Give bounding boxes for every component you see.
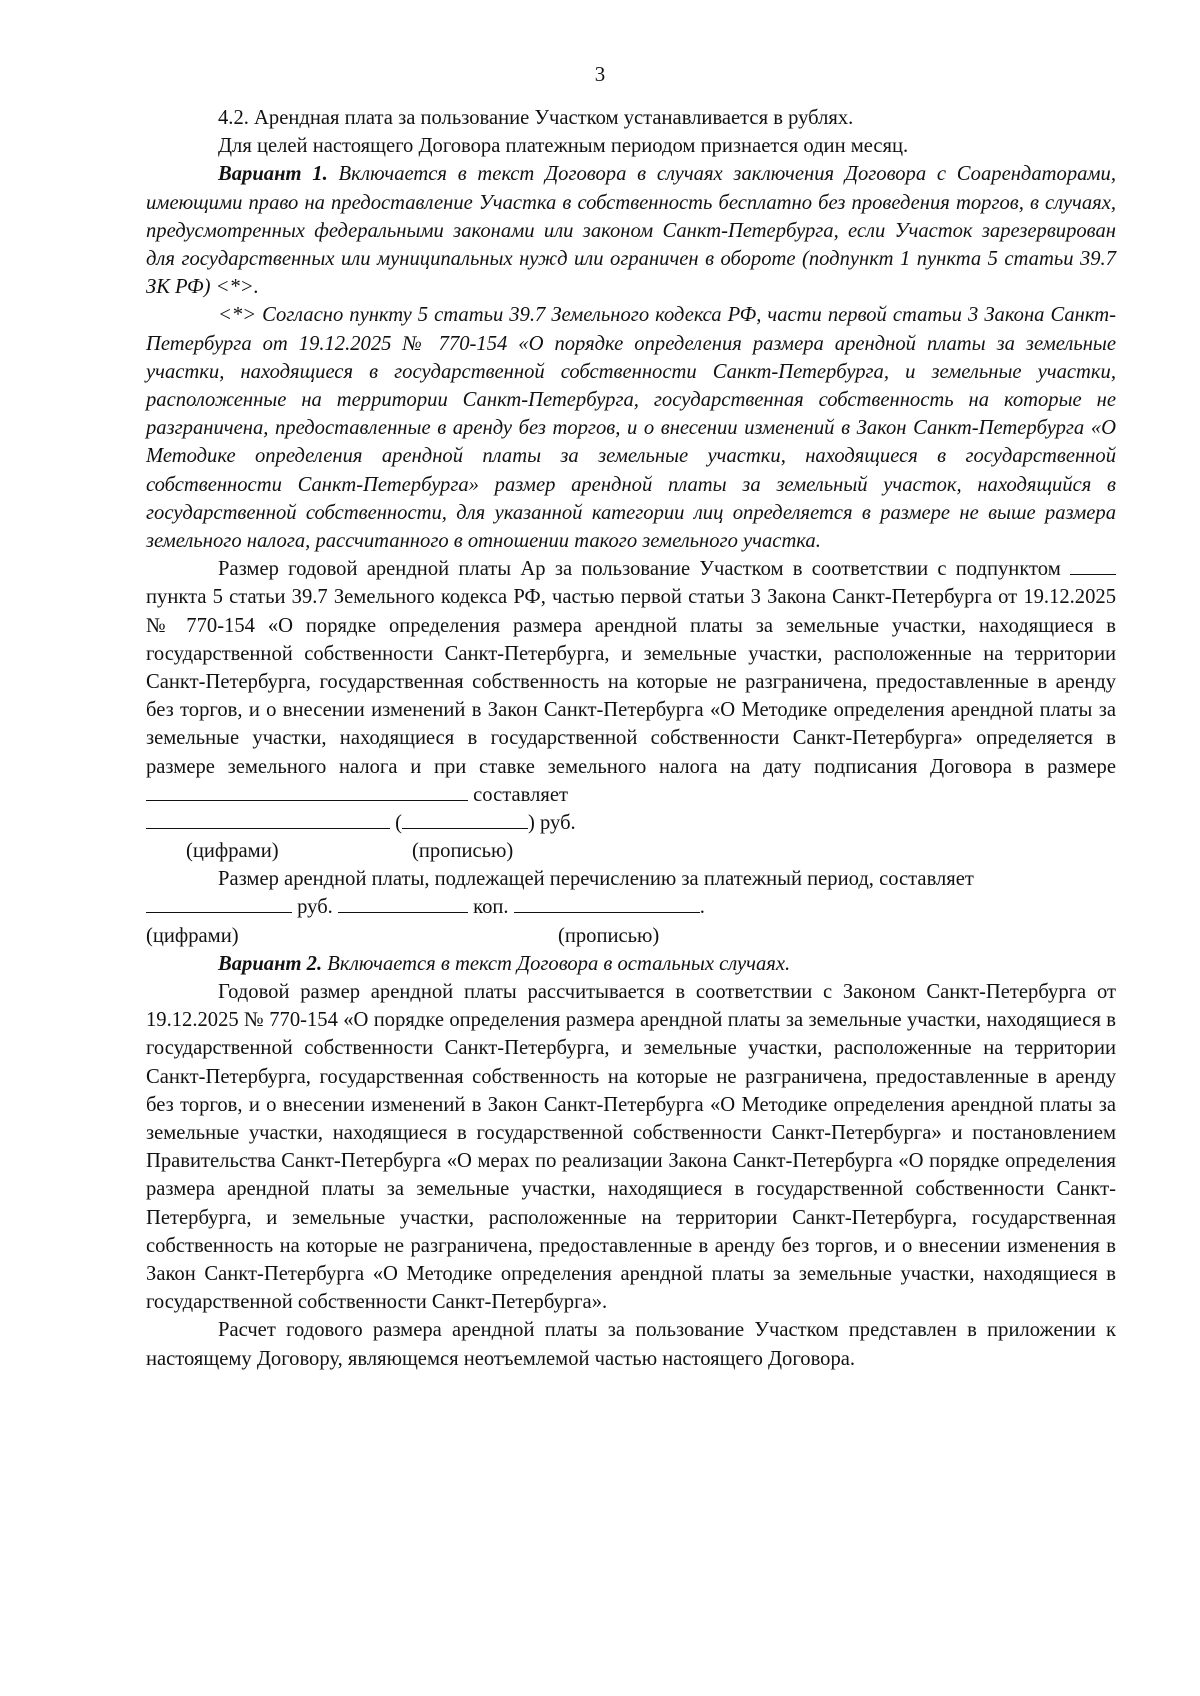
annual-rent-text-3: составляет (473, 783, 568, 806)
period-payment-paragraph: Размер арендной платы, подлежащей перечислению за платежный период, составляет (218, 868, 974, 891)
period-amount-captions (146, 922, 1116, 950)
period-dot: . (699, 896, 705, 919)
variant-2-body: Годовой размер арендной платы рассчитывается в соответствии с Законом Санкт-Петербурга от 19.12.2025 № 770-154 «О порядке определения размера арендной платы за земельные участки, находящиеся в государственной собственности Санкт-Петербурга, и земельные участки, расположенные на территории Санкт-Петербурга, государственная собственность на которые не разграничена, предоставленные в аренду без торгов, и о внесении изменений в Закон Санкт-Петербурга «О Методике определения арендной платы за земельные участки, находящиеся в государственной собственности Санкт-Петербурга» и постановлением Правительства Санкт-Петербурга «О мерах по реализации Закона Санкт-Петербурга «О порядке определения размера арендной платы за земельные участки, находящиеся в государственной собственности Санкт-Петербурга, и земельные участки, расположенные на территории Санкт-Петербурга, государственная собственность на которые не разграничена, предоставленные в аренду без торгов, и о внесении изменения в Закон Санкт-Петербурга «О Методике определения арендной платы за земельные участки, находящиеся в государственной собственности Санкт-Петербурга». (146, 980, 1116, 1314)
annual-amount-digits-blank[interactable] (146, 809, 390, 829)
variant-1-label: Вариант 1. (218, 163, 328, 186)
footnote-paragraph: <*> Согласно пункту 5 статьи 39.7 Земельного кодекса РФ, части первой статьи 3 Закона Санкт-Петербурга от 19.12.2025 № 770-154 «О порядке определения размера арендной платы за земельные участки, находящиеся в государственной собственности Санкт-Петербурга, и земельные участки, расположенные на территории Санкт-Петербурга, государственная собственность на которые не разграничена, предоставленные в аренду без торгов, и о внесении изменений в Закон Санкт-Петербурга «О Методике определения арендной платы за земельные участки, находящиеся в государственной собственности Санкт-Петербурга» размер арендной платы за земельный участок, находящийся в государственной собственности, для указанной категории лиц определяется в размере не выше размера земельного налога, рассчитанного в отношении такого земельного участка. (146, 304, 1116, 553)
variant-2-label: Вариант 2. (218, 952, 323, 975)
period-words-blank[interactable] (514, 893, 700, 913)
annual-rent-paragraph (146, 555, 1116, 809)
period-caption-words: (прописью) (558, 924, 660, 947)
page-number: 3 (594, 62, 606, 86)
caption-words: (прописью) (412, 840, 514, 863)
period-rub-label: руб. (297, 896, 333, 919)
period-rub-blank[interactable] (146, 893, 292, 913)
calculation-paragraph: Расчет годового размера арендной платы за пользование Участком представлен в приложении к настоящему Договору, являющемся неотъемлемой частью настоящего Договора. (146, 1319, 1116, 1370)
variant-2-text: Включается в текст Договора в остальных случаях. (327, 952, 791, 975)
tax-rate-blank[interactable] (146, 781, 468, 801)
clause-4-2: 4.2. Арендная плата за пользование Участком устанавливается в рублях. (218, 107, 854, 129)
variant-1-text: Включается в текст Договора в случаях заключения Договора с Соарендаторами, имеющими право на предоставление Участка в собственность бесплатно без проведения торгов, в случаях, предусмотренных федеральными законами или законом Санкт-Петербурга, если Участок зарезервирован для государственных или муниципальных нужд или ограничен в обороте (подпункт 1 пункта 5 статьи 39.7 ЗК РФ) <*>. (146, 163, 1116, 299)
variant-1-paragraph (146, 160, 1116, 301)
annual-rub-label: ) руб. (528, 812, 576, 835)
period-amount-line (146, 893, 1116, 921)
annual-amount-line (146, 809, 1116, 837)
caption-digits: (цифрами) (186, 840, 279, 863)
variant-2-heading (146, 950, 1116, 978)
period-kop-blank[interactable] (338, 893, 468, 913)
annual-amount-words-blank[interactable] (402, 809, 528, 829)
payment-period-paragraph: Для целей настоящего Договора платежным периодом признается один месяц. (218, 135, 909, 158)
period-kop-label: коп. (473, 896, 509, 919)
annual-rent-text-1: Размер годовой арендной платы Ар за пользование Участком в соответствии с подпунктом (218, 558, 1061, 581)
open-paren: ( (395, 812, 403, 835)
period-caption-digits: (цифрами) (146, 924, 239, 947)
document-body (146, 104, 1116, 1373)
annual-amount-captions (146, 837, 1116, 865)
annual-rent-text-2: пункта 5 статьи 39.7 Земельного кодекса РФ, частью первой статьи 3 Закона Санкт-Петербурга от 19.12.2025 № 770-154 «О порядке определения размера арендной платы за земельные участки, находящиеся в государственной собственности Санкт-Петербурга, и земельные участки, расположенные на территории Санкт-Петербурга, государственная собственность на которые не разграничена, предоставленные в аренду без торгов, и о внесении изменений в Закон Санкт-Петербурга «О Методике определения арендной платы за земельные участки, находящиеся в государственной собственности Санкт-Петербурга» определяется в размере земельного налога и при ставке земельного налога на дату подписания Договора в размере (146, 586, 1116, 778)
subclause-blank[interactable] (1070, 555, 1116, 575)
